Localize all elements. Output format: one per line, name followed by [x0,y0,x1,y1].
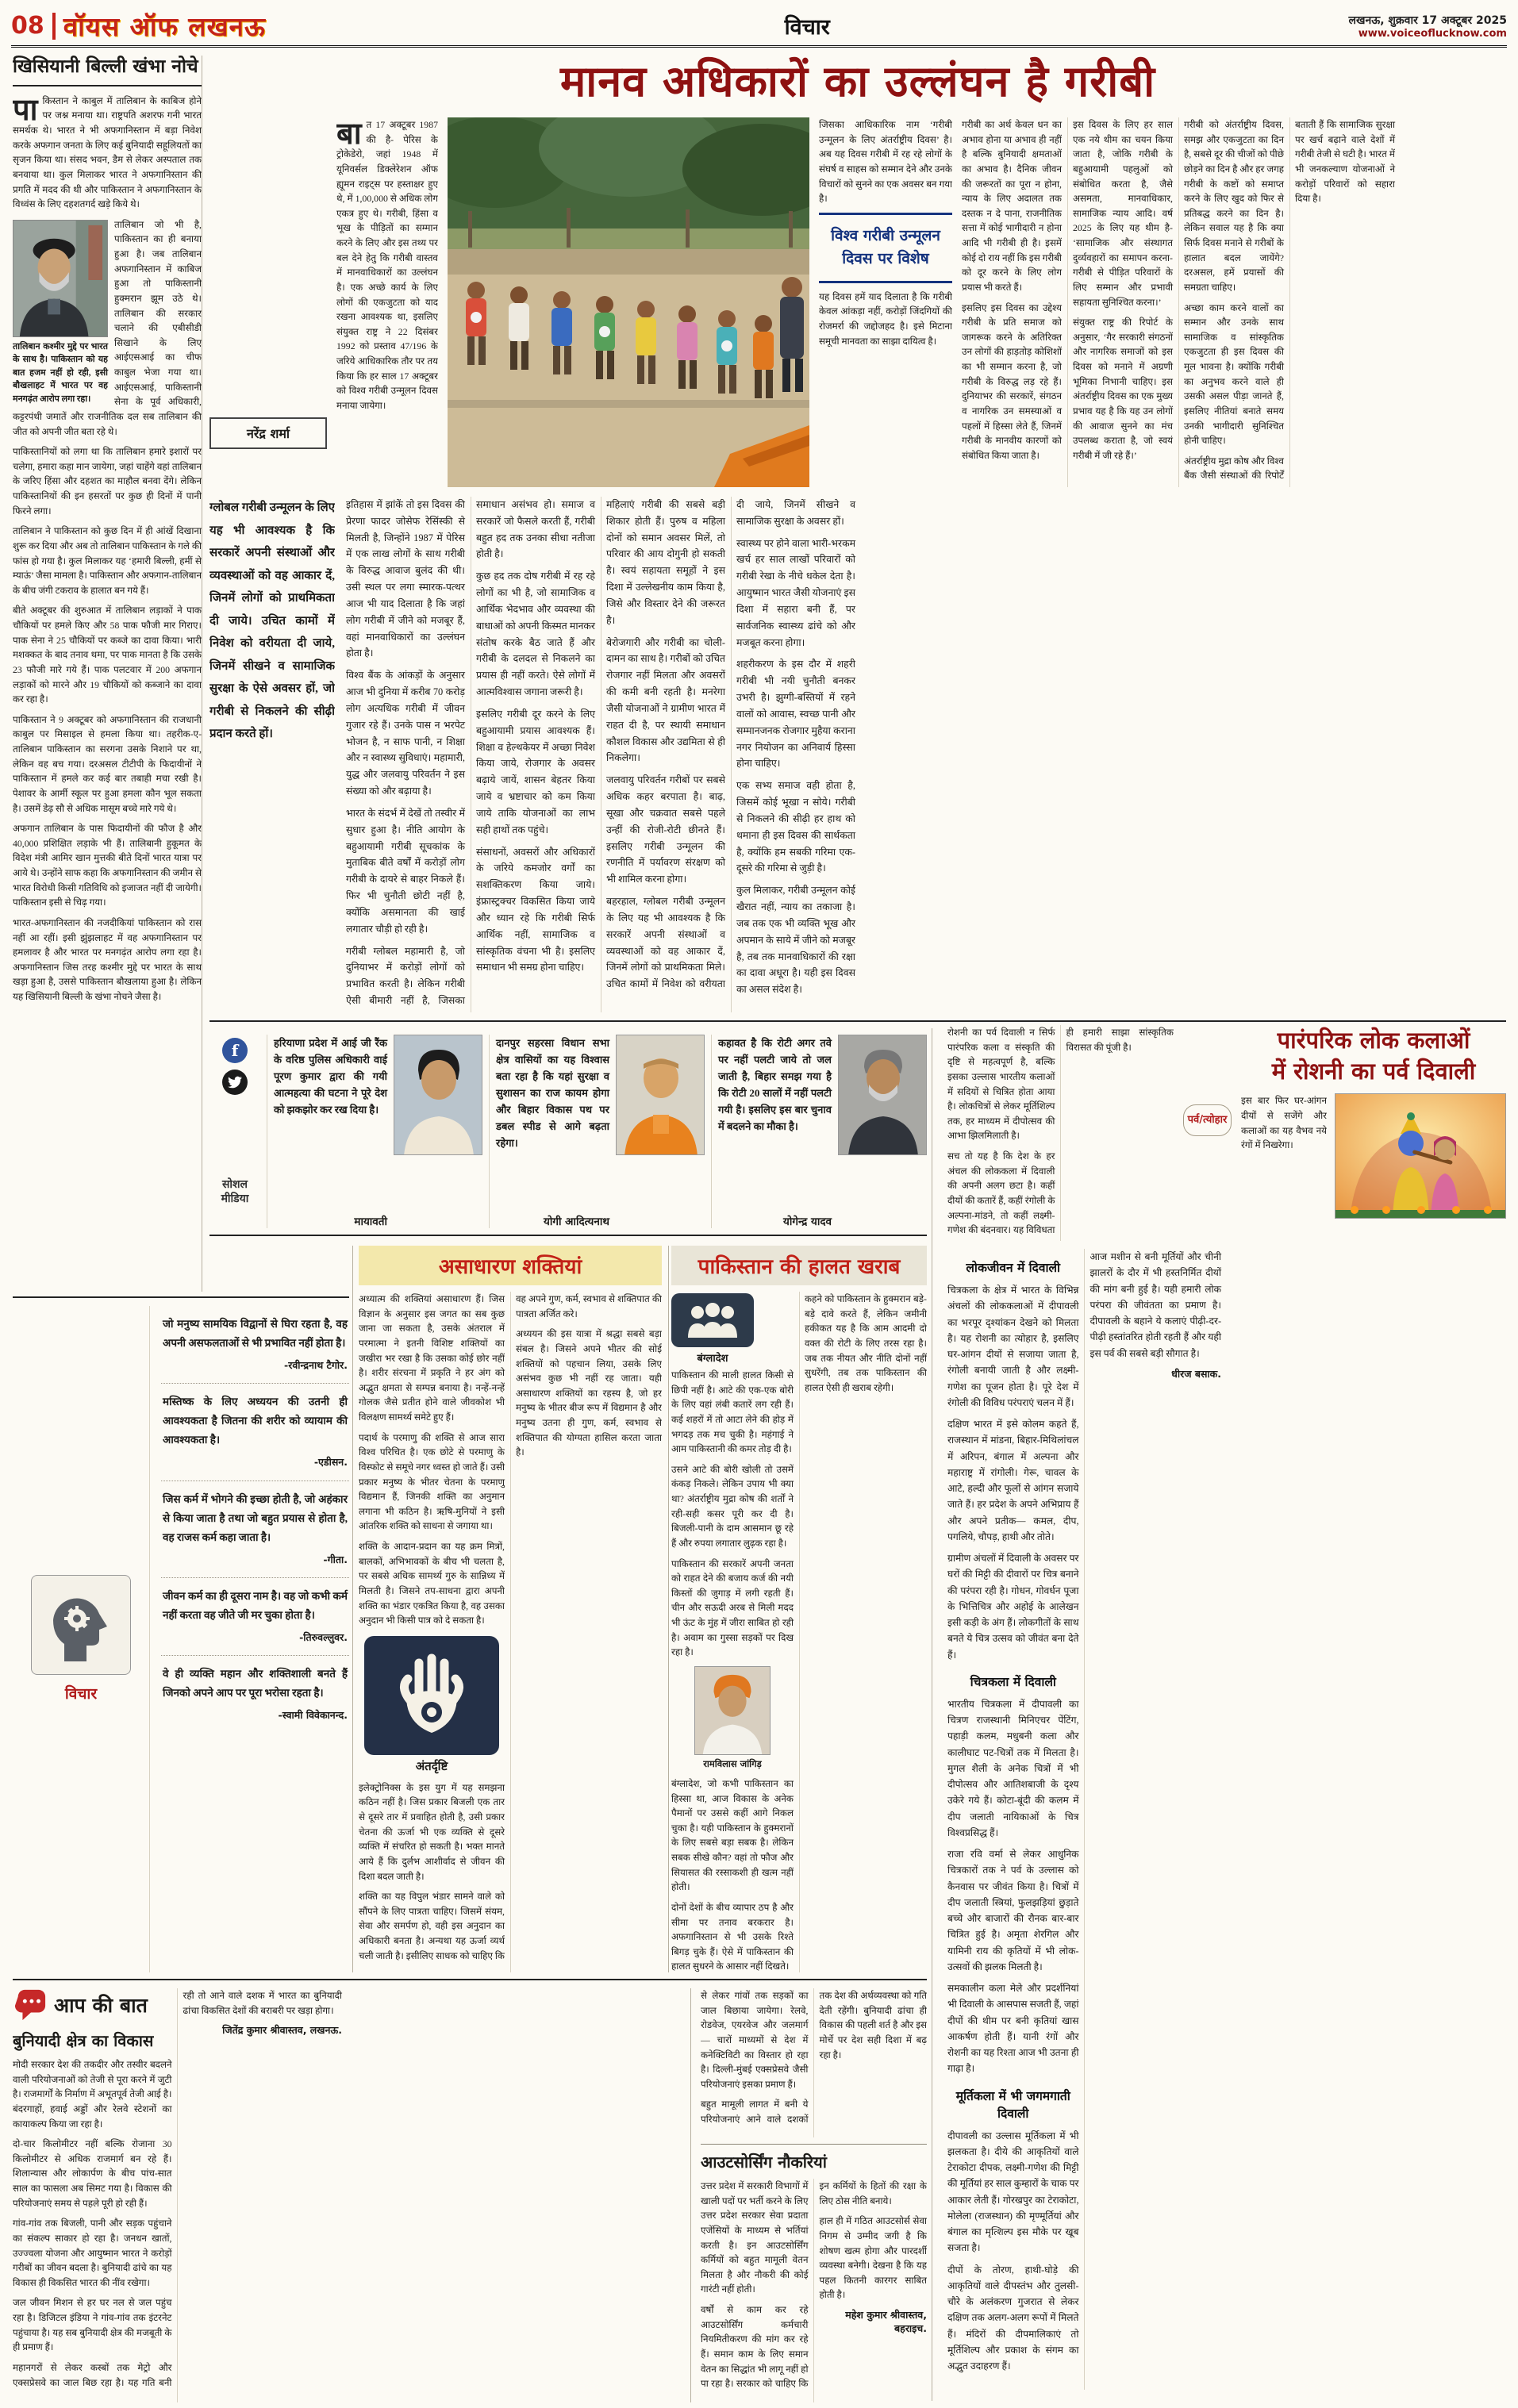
body-paragraph: कुछ हद तक दोष गरीबी में रह रहे लोगों का भी है, जो सामाजिक व आर्थिक भेदभाव और व्यवस्था की बाधाओं को अपनी किस्मत मानकर संतोष करके बैठ जाते हैं और गरीबी के दलदल से निकलने का प्रयास ही नहीं करते। ऐसे लोगों में आत्मविश्वास जगाना जरूरी है। [476,570,595,698]
body-paragraph: भारत-अफगानिस्तान की नजदीकियां पाकिस्तान को रास नहीं आ रहीं। इसी झुंझलाहट में वह अफगानिस्तान पर हमलावर है और भारत पर मनगढ़ंत आरोप लगा रहा है। अफगानिस्तान जिस तरह कश्मीर मुद्दे पर भारत के साथ खड़ा हुआ है, उससे पाकिस्तान बौखलाया हुआ है। लेकिन यह खिसियानी बिल्ली के खंभा नोचने जैसा है। [13,916,202,1002]
photo-caption: तालिबान कश्मीर मुद्दे पर भारत के साथ है। पाकिस्तान को यह बात हजम नहीं हो रही, इसी बौखलाहट में भारत पर वह मनगढ़ंत आरोप लगा रहा। [13,341,108,404]
letters-right-column [690,1988,927,2402]
masthead-date-group [1349,13,1507,40]
photo-yogi-adityanath [616,1035,705,1155]
body-paragraph: आज मशीन से बनी मूर्तियों और चीनी झालरों के दौर में भी हस्तनिर्मित दीयों की मांग बनी हुई है। यही हमारी लोक परंपरा की जीवंतता का प्रमाण है। दीपावली के बहाने ये कलाएं पीढ़ी-दर-पीढ़ी हस्तांतरित होती रहती हैं और यही इस पर्व की सबसे बड़ी सौगात है। [1090,1251,1221,1359]
body-paragraph: इलेक्ट्रोनिक्स के इस युग में यह समझना कठिन नहीं है। जिस प्रकार बिजली एक तार से दूसरे तार में प्रवाहित होती है, उसी प्रकार चेतना की ऊर्जा भी एक व्यक्ति से दूसरे व्यक्ति में संचरित हो सकती है। भक्त मानते आये हैं कि दुर्लभ आशीर्वाद से जीवन की दिशा बदल जाती है। [359,1781,505,1882]
body-paragraph: दक्षिण भारत में इसे कोलम कहते हैं, राजस्थान में मांडना, बिहार-मिथिलांचल में अरिपन, बंगाल में अल्पना और महाराष्ट्र में रांगोली। गेरू, चावल के आटे, हल्दी और फूलों से आंगन सजाये जाते हैं। हर प्रदेश के अपने अभिप्राय हैं और अपने प्रतीक— कमल, दीप, पगलिये, चौपड़, हाथी और तोते। [947,1419,1079,1542]
body-paragraph: संसाधनों, अवसरों और अधिकारों के जरिये कमजोर वर्गों का सशक्तिकरण किया जाये। इंफ्रास्ट्रक्चर विकसित किया जाये और ध्यान रहे कि गरीबी सिर्फ आर्थिक नहीं, सामाजिक व सांस्कृतिक वंचना भी है। इसलिए समाधान भी समग्र होना चाहिए। [476,846,595,974]
article-poverty-main [209,51,1506,1022]
article-title: असाधारण शक्तियां [359,1246,662,1285]
body-paragraph: उसने आटे की बोरी खोली तो उसमें कंकड़ निकले। लेकिन उपाय भी क्या था? अंतर्राष्ट्रीय मुद्रा कोष की शर्तों ने रही-सही कसर पूरी कर दी है। बिजली-पानी के दाम आसमान छू रहे हैं और रुपया लगातार लुढ़क रहा है। [671,1463,794,1549]
quote-item: वे ही व्यक्ति महान और शक्तिशाली बनते हैं जिनको अपने आप पर पूरा भरोसा रहता है। -स्वामी विवेकानन्द. [161,1656,349,1733]
masthead [11,6,1507,48]
bangladesh-label: बंग्लादेश [697,1353,728,1365]
photo-ramvilas-jangid [694,1666,771,1755]
letter-byline: जितेंद्र कुमार श्रीवास्तव, लखनऊ. [222,2024,342,2037]
brand-divider [52,13,56,40]
main-headline: मानव अधिकारों का उल्लंघन है गरीबी [559,56,1156,106]
article-khisiyani-billi [13,56,202,1290]
body-paragraph: इतिहास में झांकें तो इस दिवस की प्रेरणा फादर जोसेफ रेसिंस्की से मिलती है, जिन्होंने 1987 में पेरिस में एक लाख लोगों के साथ गरीबी के विरुद्ध आवाज बुलंद की थी। उसी स्थल पर लगा स्मारक-पत्थर आज भी याद दिलाता है कि जहां लोग गरीबी में जीने को मजबूर हैं, वहां मानवाधिकारों का उल्लंघन होता है। [346,499,465,659]
body-paragraph: दीपों के तोरण, हाथी-घोड़े की आकृतियों वाले दीपस्तंभ और तुलसी-चौरे के अलंकरण गुजरात से लेकर दक्षिण तक अलग-अलग रूपों में मिलते हैं। मंदिरों की दीपमालिकाएं तो मूर्तिशिल्प और प्रकाश के संगम का अद्भुत उदाहरण हैं। [947,2264,1079,2372]
quote-author: -एडीसन. [313,1456,348,1469]
body-paragraph: अध्यात्म की शक्तियां असाधारण हैं। जिस विज्ञान के अनुसार इस जगत का सब कुछ जाना जा सकता है, उसके अंतराल में परमात्मा ने इतनी विशिष्ट शक्तियों का जखीरा भर रखा है कि उसका कोई छोर नहीं है। शरीर संरचना में प्रकृति ने हर अंग को अद्भुत क्षमता से सम्पन्न बनाया है। नन्हें-नन्हें गोलक जैसे प्रतीत होने वाले जीवकोश भी विलक्षण सामर्थ्य समेटे हुए हैं। [359,1293,505,1423]
body-paragraph: उत्तर प्रदेश में सरकारी विभागों में खाली पदों पर भर्ती करने के लिए उत्तर प्रदेश सरकार सेवा प्रदाता एजेंसियों के माध्यम से भर्तियां करती है। इन आउटसोर्सिंग कर्मियों को बहुत मामूली वेतन मिलता है और नौकरी की कोई गारंटी नहीं होती। [701,2180,809,2295]
subheading: लोकजीवन में दिवाली [966,1261,1061,1275]
twitter-bird-icon [222,1070,248,1095]
body-paragraph: महिलाएं गरीबी की सबसे बड़ी शिकार होती हैं। पुरुष व महिला दोनों को समान अवसर मिलें, तो परिवार की आय दोगुनी हो सकती है। स्वयं सहायता समूहों ने इस दिशा में उल्लेखनीय काम किया है, जिसे और विस्तार देने की जरूरत है। [606,499,725,626]
article-byline: धीरज बसाक. [1171,1367,1221,1380]
body-paragraph: सच तो यह है कि देश के हर अंचल की लोककला में दिवाली की अपनी अलग छटा है। कहीं दीयों की कतारें हैं, कहीं रंगोली के अल्पना-मांडने, तो कहीं लक्ष्मी-गणेश की बंदनवार। यह विविधता ही हमारी साझा सांस्कृतिक विरासत की पूंजी है। [947,1027,1174,1236]
social-icons-column [209,1035,260,1228]
article-outsourcing [701,2144,927,2402]
body-paragraph: ग्रामीण अंचलों में दिवाली के अवसर पर घरों की मिट्टी की दीवारों पर चित्र बनाने की परंपरा रही है। गोधन, गोवर्धन पूजा के भित्तिचित्र और अहोई के आलेखन इसी कड़ी के अंग हैं। लोकगीतों के साथ बनते ये चित्र उत्सव को जीवंत बना देते हैं। [947,1553,1079,1661]
author-byline: नरेंद्र शर्मा [209,417,327,449]
article-asadharan-shaktiyan [359,1246,662,1972]
body-paragraph: बहुत मामूली लागत में बनी ये परियोजनाएं आने वाले दशकों तक देश की अर्थव्यवस्था को गति देती रहेंगी। बुनियादी ढांचा ही विकास की पहली शर्त है और इस मोर्चे पर देश सही दिशा में बढ़ रहा है। [701,1990,927,2125]
body-paragraph: तालिबान ने पाकिस्तान को कुछ दिन में ही आंखें दिखाना शुरू कर दिया और अब तो तालिबान पाकिस्तान के गले की फांस हो गया है। कुल मिलाकर यह ‘हमारी बिल्ली, हमीं से म्याऊं’ जैसा मामला है। पाकिस्तान और अफगान-तालिबान के बीच जंगी टकराव के हालात बन गये हैं। [13,525,202,596]
hamsa-hand-icon [364,1636,499,1755]
body-paragraph: जलवायु परिवर्तन गरीबों पर सबसे अधिक कहर बरपाता है। बाढ़, सूखा और चक्रवात सबसे पहले उन्हीं की रोजी-रोटी छीनते हैं। इसलिए गरीबी उन्मूलन की रणनीति में पर्यावरण संरक्षण को भी शामिल करना होगा। [606,774,725,885]
dateline: लखनऊ, शुक्रवार 17 अक्टूबर 2025 [1348,13,1507,27]
article-pakistan-haalat [671,1246,927,1972]
facebook-icon: f [222,1038,248,1063]
quote-item: मस्तिष्क के लिए अध्ययन की उतनी ही आवश्यकता है जितना की शरीर को व्यायाम की आवश्यकता है। -एडीसन. [161,1384,349,1481]
quote-item: जीवन कर्म का ही दूसरा नाम है। वह जो कभी कर्म नहीं करता वह जीते जी मर चुका होता है। -तिरुवल्लुवर. [161,1578,349,1656]
body-paragraph: पाकिस्तान ने 9 अक्टूबर को अफगानिस्तान की राजधानी काबुल पर मिसाइल से हमला किया था। तहरीक-ए-तालिबान पाकिस्तान का सरगना उसके निशाने पर था, लेकिन वह बच गया। दरअसल टीटीपी के फिदायीनों ने पाकिस्तान में हमले कर कई बार तबाही मचा रखी है। पेशावर के आर्मी स्कूल पर हुआ हमला कौन भूल सकता है। उसमें डेढ़ सौ से अधिक मासूम बच्चे मारे गये थे। [13,713,202,814]
subheading: मूर्तिकला में भी जगमगाती दिवाली [955,2088,1070,2121]
children-queue-photo [448,117,809,487]
body-paragraph: दीपावली का उल्लास मूर्तिकला में भी झलकता है। दीये की आकृतियों वाले टेराकोटा दीपक, लक्ष्मी-गणेश की मिट्टी की मूर्तियां हर साल कुम्हारों के चाक पर आकार लेती हैं। गोरखपुर का टेराकोटा, मोलेला (राजस्थान) की मृण्मूर्तियां और बंगाल का मृत्शिल्प इस मौके पर खूब सजता है। [947,2130,1079,2254]
quote-author: -गीता. [323,1553,348,1565]
quote-text-block [496,1035,609,1228]
body-paragraph: एक सभ्य समाज वही होता है, जिसमें कोई भूखा न सोये। गरीबी से निकलने की सीढ़ी हर हाथ को थमाना ही इस दिवस की सार्थकता है, क्योंकि हम सबकी गरिमा एक-दूसरे की गरिमा से जुड़ी है। [736,780,855,874]
taliban-photo-block [13,220,108,406]
thinker-head-icon [31,1575,131,1675]
body-paragraph: जिसका आधिकारिक नाम ‘गरीबी उन्मूलन के लिए अंतर्राष्ट्रीय दिवस’ है। अब यह दिवस गरीबी में रह रहे लोगों के संघर्ष व साहस को सम्मान देने और उनके विचारों को सुनने का एक अवसर बन गया है। [819,119,952,205]
social-quote-block [267,1035,482,1228]
article-body [359,1292,662,1972]
photo-yogendra-yadav [838,1035,927,1155]
letter-title: बुनियादी क्षेत्र का विकास [13,2031,154,2050]
quote-author: योगी आदित्यनाथ [544,1216,609,1228]
body-paragraph: रोशनी का पर्व दिवाली न सिर्फ पारंपरिक कला व संस्कृति की दृष्टि से महत्वपूर्ण है, बल्कि इसका उल्लास भारतीय कलाओं में सदियों से चित्रित होता आया है। लोकचित्रों से लेकर मूर्तिशिल्प तक, हर माध्यम में दीपोत्सव की आभा झिलमिलाती है। [947,1027,1055,1142]
body-paragraph: समकालीन कला मेले और प्रदर्शनियां भी दिवाली के आसपास सजती हैं, जहां दीपों की थीम पर बनी कृतियां खास आकर्षण होती हैं। यानी रंगों और रोशनी का यह रिश्ता आज भी उतना ही गाढ़ा है। [947,1983,1079,2075]
body-paragraph: गरीबी ग्लोबल महामारी है, जो दुनियाभर में करोड़ों लोगों को प्रभावित करती है। लेकिन गरीबी ऐसी बीमारी नहीं है, जिसका समाधान असंभव हो। समाज व सरकारें जो फैसले करती हैं, गरीबी बहुत हद तक उनका सीधा नतीजा होती है। [346,499,595,1007]
body-paragraph: हाल ही में गठित आउटसोर्स सेवा निगम से उम्मीद जगी है कि शोषण खत्म होगा और पारदर्शी व्यवस्था बनेगी। देखना है कि यह पहल कितनी कारगर साबित होती है। [819,2215,927,2301]
social-media-band [209,1028,927,1236]
body-paragraph: कुल मिलाकर, गरीबी उन्मूलन कोई खैरात नहीं, न्याय का तकाजा है। जब तक एक भी व्यक्ति भूख और अपमान के साये में जीने को मजबूर है, तब तक मानवाधिकारों की रक्षा का दावा अधूरा है। यही इस दिवस का असल संदेश है। [736,885,855,996]
body-paragraph: पाकिस्तान की माली हालत किसी से छिपी नहीं है। आटे की एक-एक बोरी के लिए वहां लंबी कतारें लग रही हैं। कई शहरों में तो आटा लेने की होड़ में भगदड़ तक मच चुकी है। महंगाई ने आम पाकिस्तानी की कमर तोड़ दी है। [671,1369,794,1455]
quote-author: -रवीन्द्रनाथ टैगोर. [284,1359,348,1372]
body-paragraph: शक्ति का यह विपुल भंडार सामने वाले को सौंपने के लिए पात्रता चाहिए। जिसमें संयम, सेवा और समर्पण हो, वही इस अनुदान का अधिकारी बनता है। अन्यथा यह ऊर्जा व्यर्थ चली जाती है। इसीलिए साधक को चाहिए कि वह अपने गुण, कर्म, स्वभाव से शक्तिपात की पात्रता अर्जित करे। [359,1293,662,1961]
diwali-intro-columns [947,1025,1174,1241]
children-queue-photo-image [448,117,809,487]
body-paragraph: स्वास्थ्य पर होने वाला भारी-भरकम खर्च हर साल लाखों परिवारों को गरीबी रेखा के नीचे धकेल देता है। आयुष्मान भारत जैसी योजनाएं इस दिशा में सहारा बनी हैं, पर सार्वजनिक स्वास्थ्य ढांचे को और मजबूत करना होगा। [736,537,855,648]
body-paragraph: बेरोजगारी और गरीबी का चोली-दामन का साथ है। गरीबों को उचित रोजगार नहीं मिलता और अवसरों की कमी बनी रहती है। मनरेगा जैसी योजनाओं ने ग्रामीण भारत में राहत दी है, पर स्थायी समाधान कौशल विकास और उद्यमिता से ही निकलेगा। [606,636,725,764]
festival-label: पर्व/त्योहार [1183,1104,1232,1136]
lead-paragraph: पाकिस्तान ने काबुल में तालिबान के काबिज होने पर जश्न मनाया था। राष्ट्रपति अशरफ गनी भारत समर्थक थे। भारत ने भी अफगानिस्तान में बड़ा निवेश करके अफगान जनता के लिए कई बुनियादी सहूलियतों का सृजन किया था। संसद भवन, डैम से लेकर अस्पताल तक बनवाया था। कुल मिलाकर भारत ने अफगानिस्तान की प्रगति में मदद की थी और पाकिस्तान ने अफगानिस्तान के विध्वंस के लिए दहशतगर्द खड़े किये थे। [13,91,202,210]
quote-text: दानपुर सहरसा विधान सभा क्षेत्र वासियों का यह विश्वास बता रहा है कि यहां सुरक्षा व सुशासन का राज कायम होगा और बिहार विकास पथ पर डबल स्पीड से आगे बढ़ता रहेगा। [496,1037,609,1150]
body-paragraph: मोदी सरकार देश की तकदीर और तस्वीर बदलने वाली परियोजनाओं को तेजी से पूरा करने में जुटी है। राजमार्गों के निर्माण में अभूतपूर्व तेजी आई है। बंदरगाहों, हवाई अड्डों और रेलवे स्टेशनों का कायाकल्प किया जा रहा है। [13,2059,172,2130]
diwali-media-row [1241,1093,1506,1241]
quote-item: जो मनुष्य सामयिक विद्वानों से घिरा रहता है, वह अपनी असफलताओं से भी प्रभावित नहीं होता है। -रवीन्द्रनाथ टैगोर. [161,1306,349,1384]
quote-text: कहावत है कि रोटी अगर तवे पर नहीं पलटी जाये तो जल जाती है, बिहार समझ गया है कि रोटी 20 सालों में नहीं पलटी गयी है। इसलिए इस बार चुनाव में बदलने का मौका है। [718,1037,832,1133]
website-url: www.voiceoflucknow.com [1358,27,1507,40]
social-media-label: सोशल मीडिया [221,1177,249,1205]
body-paragraph: शक्ति के आदान-प्रदान का यह क्रम मित्रों, बालकों, अभिभावकों के बीच भी चलता है, पर सबसे अधिक सामर्थ्य गुरु के सान्निध्य में मिलती है। जिसने तप-साधना द्वारा अपनी शक्ति का भंडार एकत्रित किया है, वह उसका अनुदान भी किसी पात्र को दे सकता है। [359,1541,505,1626]
drop-cap: बा [336,117,362,151]
body-paragraph: अंतर्राष्ट्रीय मुद्रा कोष और विश्व बैंक जैसी संस्थाओं की रिपोर्टें बताती हैं कि सामाजिक सुरक्षा पर खर्च बढ़ाने वाले देशों में गरीबी तेजी से घटी है। भारत में भी जनकल्याण योजनाओं ने करोड़ों परिवारों को सहारा दिया है। [1184,119,1395,482]
speech-bubble-icon [13,1988,48,2022]
quote-text: हरियाणा प्रदेश में आई जी रैंक के वरिष्ठ पुलिस अधिकारी वाई पूरण कुमार द्वारा की गयी आत्महत्या की घटना ने पूरे देश को झकझोर कर रख दिया है। [274,1037,387,1116]
body-paragraph: विश्व बैंक के आंकड़ों के अनुसार आज भी दुनिया में करीब 70 करोड़ लोग अत्यधिक गरीबी में जीवन गुजार रहे हैं। उनके पास न भरपेट भोजन है, न साफ पानी, न शिक्षा और न स्वास्थ्य सुविधाएं। महामारी, युद्ध और जलवायु परिवर्तन ने इस संख्या को और बढ़ाया है। [346,670,465,797]
subheading: चित्रकला में दिवाली [970,1674,1056,1689]
byline-column [209,117,327,487]
letters-band [13,1979,927,2402]
side-note-column [1241,1093,1327,1241]
lead-column [336,117,438,487]
body-paragraph: यह दिवस हमें याद दिलाता है कि गरीबी केवल आंकड़ा नहीं, करोड़ों जिंदगियों की रोजमर्रा की जद्दोजहद है। इसे मिटाना समूची मानवता का साझा दायित्व है। [819,290,952,347]
letter-byline: महेश कुमार श्रीवास्तव, बहराइच. [845,2309,927,2334]
quote-text-block [274,1035,387,1228]
body-paragraph: बीते अक्टूबर की शुरुआत में तालिबान लड़ाकों ने पाक चौकियों पर हमले किए और 58 पाक फौजी मार गिराए। पाक सेना ने 25 चौकियों पर कब्जे का दावा किया। भारी मशक्कत के बाद तनाव थमा, पर पाक मानता है कि उसके 23 फौजी मारे गये हैं। पाक पलटवार में 200 अफगान लड़ाकों को मारने और 19 चौकियों को कब्जाने का दावा कर रहा है। [13,605,202,705]
body-paragraph: गरीबी का अर्थ केवल धन का अभाव होना या अभाव ही नहीं है बल्कि बुनियादी क्षमताओं का अभाव है। दैनिक जीवन की जरूरतों का पूरा न होना, न्याय के लिए अदालत तक दस्तक न दे पाना, राजनीतिक सत्ता में कोई भागीदारी न होना आदि भी गरीबी ही है। इसमें कोई दो राय नहीं कि इस गरीबी को दूर करने के लिए लोग प्रयास भी करते हैं। [962,119,1062,293]
main-article-top-band [209,117,1506,487]
drop-cap: पा [13,91,38,127]
body-paragraph: राजा रवि वर्मा से लेकर आधुनिक चित्रकारों तक ने पर्व के उल्लास को कैनवास पर जीवंत किया है। चित्रों में दीप जलाती स्त्रियां, फुलझड़ियां छुड़ाते बच्चे और बाजारों की रौनक बार-बार चित्रित हुई है। अमृता शेरगिल और यामिनी राय की कृतियों में भी लोक-उत्सवों की झलक मिलती है। [947,1849,1079,1972]
photo-mayawati [394,1035,482,1155]
body-paragraph: कहने को पाकिस्तान के हुक्मरान बड़े-बड़े दावे करते हैं, लेकिन जमीनी हकीकत यह है कि आम आदमी दो वक्त की रोटी के लिए तरस रहा है। जब तक नीयत और नीति दोनों नहीं सुधरेंगी, तब तक पाकिस्तान की हालत ऐसी ही खराब रहेगी। [805,1293,927,1393]
body-paragraph: जल जीवन मिशन से हर घर नल से जल पहुंच रहा है। डिजिटल इंडिया ने गांव-गांव तक इंटरनेट पहुंचाया है। यह सब बुनियादी क्षेत्र की मजबूती के ही प्रमाण हैं। [13,2297,172,2353]
antardrishti-label: अंतर्दृष्टि [415,1758,448,1773]
body-paragraph: दोनों देशों के बीच व्यापार ठप है और सीमा पर तनाव बरकरार है। अफगानिस्तान से भी उसके रिश्ते बिगड़ चुके हैं। ऐसे में पाकिस्तान की हालत सुधरने के आसार नहीं दिखते। [671,1901,794,1972]
body-paragraph: अध्ययन की इस यात्रा में श्रद्धा सबसे बड़ा संबल है। जिसने अपने भीतर की सोई शक्तियों को पहचान लिया, उसके लिए असंभव कुछ भी नहीं रह जाता। यही असाधारण शक्तियों का रहस्य है, जो हर मनुष्य के भीतर बीज रूप में विद्यमान है और मनुष्य उतना ही गुण, कर्म, स्वभाव से शक्तिपात की योग्यता हासिल करता जाता है। [516,1328,662,1458]
column-divider [668,1246,669,1972]
highlighted-intro: ग्लोबल गरीबी उन्मूलन के लिए यह भी आवश्यक है कि सरकारें अपनी संस्थाओं और व्यवस्थाओं को वह आकार दें, जिनमें लोगों को प्राथमिकता दी जाये। उचित कामों में निवेश को वरीयता दी जाये, जिनमें सीखने व सामाजिक सुरक्षा के ऐसे अवसर हों, जो गरीबी से निकलने की सीढ़ी प्रदान करते हों। [209,501,335,740]
quote-author: योगेन्द्र यादव [783,1216,832,1228]
body-paragraph: इसलिए गरीबी दूर करने के लिए बहुआयामी प्रयास आवश्यक हैं। शिक्षा व हेल्थकेयर में अच्छा निवेश किया जाये, रोजगार के अवसर बढ़ाये जायें, शासन बेहतर किया जाये व भ्रष्टाचार को कम किया जाये ताकि योजनाओं का लाभ सही हाथों तक पहुंचे। [476,708,595,835]
page-number: 08 [11,12,44,40]
letter-title: आउटसोर्सिंग नौकरियां [701,2153,827,2172]
krishna-folk-art-image [1335,1093,1506,1219]
vichar-quotes-list [149,1306,349,1972]
body-paragraph: इस बार फिर घर-आंगन दीयों से सजेंगे और कलाओं का यह वैभव नये रंगों में निखरेगा। [1241,1095,1327,1151]
aap-ki-baat-header [13,1988,172,2022]
quote-author: -स्वामी विवेकानन्द. [278,1709,348,1722]
main-article-columns-right [962,117,1506,487]
aap-ki-baat-label: आप की बात [54,1994,148,2017]
quote-author: -तिरुवल्लुवर. [299,1630,348,1643]
main-article-bottom-band [209,497,1506,1012]
article-diwali-folk-arts [936,1025,1506,2401]
body-paragraph: पाकिस्तान की सरकारें अपनी जनता को राहत देने की बजाय कर्ज की नयी किस्तों की जुगाड़ में लगी रहती हैं। चीन और सऊदी अरब से मिली मदद भी ऊंट के मुंह में जीरा साबित हो रही है। अवाम का गुस्सा सड़कों पर दिख रहा है। [671,1557,794,1658]
body-paragraph: संयुक्त राष्ट्र की रिपोर्ट के अनुसार, ‘गैर सरकारी संगठनों और नागरिक समाजों को इस दिवस को मनाने में अग्रणी भूमिका निभानी चाहिए। इस अंतर्राष्ट्रीय दिवस का एक मुख्य प्रभाव यह है कि यह उन लोगों की आवाज सुनने का मंच उपलब्ध कराता है, जो स्वयं गरीबी में जी रहे हैं।’ [1073,317,1173,461]
lead-paragraph: बात 17 अक्टूबर 1987 की है- पेरिस के ट्रोकेडेरो, जहां 1948 में यूनिवर्सल डिक्लेरेशन ऑफ ह्यूमन राइट्स पर हस्ताक्षर हुए थे, में 1,00,000 से अधिक लोग एकत्र हुए थे। गरीबी, हिंसा व भूख के पीड़ितों का सम्मान करने के लिए और इस तथ्य पर बल देने हेतु कि गरीबी वास्तव में मानवाधिकारों का उल्लंघन है। एक अच्छे कार्य के लिए लोगों की एकजुटता को याद रखना आवश्यक था, इसलिए संयुक्त राष्ट्र ने 22 दिसंबर 1992 को प्रस्ताव 47/196 के जरिये आधिकारिक तौर पर तय किया कि हर साल 17 अक्टूबर को विश्व गरीबी उन्मूलन दिवस मनाया जायेगा। [336,117,438,411]
body-paragraph: बंग्लादेश, जो कभी पाकिस्तान का हिस्सा था, आज विकास के अनेक पैमानों पर उससे कहीं आगे निकल चुका है। यही पाकिस्तान के हुक्मरानों के लिए सबसे बड़ा सबक है। लेकिन सबक सीखे कौन? वहां तो फौज और सियासत की रस्साकशी ही खत्म नहीं होती। [671,1777,794,1893]
author-name: रामविलास जांगिड़ [703,1757,762,1769]
article-title: पाकिस्तान की हालत खराब [671,1246,927,1285]
body-paragraph: महानगरों से लेकर कस्बों तक मेट्रो और एक्सप्रेसवे का जाल बिछ रहा है। यह गति बनी रही तो आने वाले दशक में भारत का बुनियादी ढांचा विकसित देशों की बराबरी पर खड़ा होगा। [13,1990,342,2388]
pull-quote-column [819,117,952,487]
body-paragraph: भारतीय चित्रकला में दीपावली का चित्रण राजस्थानी मिनिएचर पेंटिंग, पहाड़ी कलम, मधुबनी कला और कालीघाट पट-चित्रों तक में मिलता है। मुगल शैली के अनेक चित्रों में भी दीपोत्सव और आतिशबाजी के दृश्य उकेरे गये हैं। कोटा-बूंदी की कलम में दीप जलाती नायिकाओं के चित्र विश्वप्रसिद्ध हैं। [947,1698,1079,1838]
body-paragraph: इसलिए इस दिवस का उद्देश्य गरीबी के प्रति समाज को जागरूक करने के अतिरिक्त उन लोगों की हाड़तोड़ कोशिशों का भी सम्मान करना है, जो गरीबी के विरुद्ध लड़ रहे हैं। दुनियाभर की सरकारें, संगठन व नागरिक उन समस्याओं व पहलों में हिस्सा लेते हैं, जिनमें गरीबी के मानवीय कारणों को संबोधित किया जाता है। [962,301,1062,461]
quote-text-block [718,1035,832,1228]
body-paragraph: दो-चार किलोमीटर नहीं बल्कि रोजाना 30 किलोमीटर से अधिक राजमार्ग बन रहे हैं। शिलान्यास और लोकार्पण के बीच पांच-सात साल का फासला अब सिमट गया है। विकास की परियोजनाएं समय से पहले पूरी हो रही हैं। [13,2138,172,2209]
column-divider [352,1246,353,1972]
body-paragraph: चित्रकला के क्षेत्र में भारत के विभिन्न अंचलों की लोककलाओं में दीपावली का भरपूर दृश्यांकन देखने को मिलता है। यह रोशनी का त्योहार है, इसलिए घर-आंगन दीयों से सजाया जाता है, रंगोली बनायी जाती है और लक्ष्मी-गणेश का पूजन होता है। पूरे देश में रंगोली की विविध परंपराएं चलन में हैं। [947,1285,1079,1408]
diwali-body-columns [947,1249,1506,2390]
body-paragraph: वर्षों से काम कर रहे आउटसोर्सिंग कर्मचारी नियमितीकरण की मांग कर रहे हैं। समान काम के लिए समान वेतन का सिद्धांत भी लागू नहीं हो पा रहा है। सरकार को चाहिए कि इन कर्मियों के हितों की रक्षा के लिए ठोस नीति बनाये। [701,2180,927,2390]
people-icon [671,1293,754,1347]
masthead-brand-group [11,8,266,44]
body-paragraph: तालिबान जो भी है, पाकिस्तान का ही बनाया हुआ है। जब तालिबान अफगानिस्तान में काबिज हुआ तो पाकिस्तानी हुक्मरान झूम उठे थे। तालिबान की सरकार चलाने की एबीसीडी सिखाने के लिए आईएसआई का चीफ काबुल भेजा गया था। आईएसआई, पाकिस्तानी सेना के पूर्व अधिकारी, कट्टरपंथी जमातें और राजनीतिक दल सब तालिबान की जीत को अपनी जीत बता रहे थे। [13,218,202,437]
social-quote-block [711,1035,927,1228]
body-paragraph: भारत के संदर्भ में देखें तो तस्वीर में सुधार हुआ है। नीति आयोग के बहुआयामी गरीबी सूचकांक के मुताबिक बीते वर्षों में करोड़ों लोग गरीबी के दायरे से बाहर निकले हैं। फिर भी चुनौती छोटी नहीं है, क्योंकि असमानता की खाई लगातार चौड़ी हो रही है। [346,807,465,935]
vichar-icon-column [13,1306,149,1972]
vichar-label: विचार [64,1685,98,1703]
highlighted-intro-column [209,497,335,1012]
body-paragraph: शहरीकरण के इस दौर में शहरी गरीबी भी नयी चुनौती बनकर उभरी है। झुग्गी-बस्तियों में रहने वालों को आवास, स्वच्छ पानी और सम्मानजनक रोजगार मुहैया कराना नगर नियोजन का अनिवार्य हिस्सा होना चाहिए। [736,659,855,770]
article-aap-ki-baat [13,1988,690,2402]
taliban-leader-photo [13,220,108,337]
article-body [701,2179,927,2402]
special-day-pull-quote: विश्व गरीबी उन्मूलन दिवस पर विशेष [819,213,952,283]
body-paragraph: पदार्थ के परमाणु की शक्ति से आज सारा विश्व परिचित है। एक छोटे से परमाणु के विस्फोट से समूचे नगर ध्वस्त हो जाते हैं। उसी प्रकार मनुष्य के भीतर चेतना के परमाणु विद्यमान हैं, जिनकी शक्ति का अनुमान लगाना भी कठिन है। ऋषि-मुनियों ने इसी आंतरिक शक्ति को साधना से जगाया था। [359,1431,505,1532]
article-body [671,1292,927,1972]
section-label: विचार [784,15,830,40]
vichar-quotes-section [13,1296,349,1972]
body-paragraph: से लेकर गांवों तक सड़कों का जाल बिछाया जायेगा। रेलवे, रोडवेज, एयरवेज और जलमार्ग— चारों माध्यमों से देश में कनेक्टिविटी का विस्तार हो रहा है। दिल्ली-मुंबई एक्सप्रेसवे जैसी परियोजनाएं इसका प्रमाण हैं। [701,1990,809,2090]
letter-continuation [701,1988,927,2137]
body-paragraph: इस दिवस के लिए हर साल एक नये थीम का चयन किया जाता है, जोकि गरीबी के बहुआयामी पहलुओं को संबोधित करता है, जैसे असमता, मानवाधिकार, सामाजिक न्याय आदि। वर्ष 2025 के लिए यह थीम है- ‘सामाजिक और संस्थागत दुर्व्यवहारों का समापन करना- गरीबी से पीड़ित परिवारों के लिए सम्मान और प्रभावी सहायता सुनिश्चित करना।’ [1073,119,1173,308]
main-article-body-columns [346,497,1506,1012]
bangladesh-icon-block [671,1293,754,1365]
body-paragraph: बहरहाल, ग्लोबल गरीबी उन्मूलन के लिए यह भी आवश्यक है कि सरकारें अपनी संस्थाओं व व्यवस्थाओं को वह आकार दें, जिनमें लोगों को प्राथमिकता मिले। उचित कामों में निवेश को वरीयता दी जाये, जिनमें सीखने व सामाजिक सुरक्षा के अवसर हों। [606,499,855,990]
author-photo-card [691,1666,774,1770]
brand-title: वॉयस ऑफ लखनऊ [63,11,266,42]
quote-author: मायावती [354,1216,387,1228]
diwali-header [947,1025,1506,1241]
diwali-title-block [1241,1025,1506,1241]
quote-item: जिस कर्म में भोगने की इच्छा होती है, जो अहंकार से किया जाता है तथा जो बहुत प्रयास से होता है, वह राजस कर्म कहा जाता है। -गीता. [161,1481,349,1578]
body-paragraph: अफगान तालिबान के पास फिदायीनों की फौज है और 40,000 प्रशिक्षित लड़ाके भी हैं। तालिबानी हुकूमत के विदेश मंत्री आमिर खान मुत्तकी बीते दिनों भारत यात्रा पर आये थे। उन्होंने साफ कहा कि अफगानिस्तान की जमीन से भारत विरोधी किसी गतिविधि को इजाजत नहीं दी जायेगी। पाकिस्तान इसी से चिढ़ गया। [13,823,202,908]
article-title: खिसियानी बिल्ली खंभा नोचे [13,56,202,86]
body-paragraph: अच्छा काम करने वालों का सम्मान और उनके साथ सामाजिक व सांस्कृतिक एकजुटता ही इस दिवस की मूल भावना है। क्योंकि गरीबी का अनुभव करने वाले ही उसकी असल पीड़ा जानते हैं, इसलिए नीतियां बनाते समय उनकी भागीदारी सुनिश्चित होनी चाहिए। [1184,301,1284,447]
body-paragraph: पाकिस्तानियों को लगा था कि तालिबान हमारे इशारों पर चलेगा, हमारा कहा मान जायेगा, जहां चाहेंगे वहां तालिबान के जरिए हिंसा और दहशत का माहौल बनवा देंगे। लेकिन पाकिस्तानियों की इन हसरतों पर कुछ ही दिनों में पानी फिरने लगा। [13,446,202,517]
body-paragraph: गांव-गांव तक बिजली, पानी और सड़क पहुंचाने का संकल्प साकार हो रहा है। जनधन खातों, उज्ज्वला योजना और आयुष्मान भारत ने करोड़ों गरीबों का जीवन बदला है। बुनियादी ढांचे का यह विकास ही विकसित भारत की नींव रखेगा। [13,2218,172,2288]
article-title: पारंपरिक लोक कलाओं में रोशनी का पर्व दिवाली [1271,1027,1476,1085]
social-quote-block [489,1035,705,1228]
body-paragraph: गरीबी को अंतर्राष्ट्रीय दिवस, समझ और एकजुटता का दिन है, सबसे दूर की चीजों को पीछे छोड़ने का दिन है और हर जगह गरीबी के कष्टों को समाप्त करने के लिए खुद को फिर से प्रतिबद्ध करने का दिन है। लेकिन सवाल यह है कि क्या सिर्फ दिवस मनाने से गरीबों के हालात बदल जायेंगे? दरअसल, हमें प्रयासों की समग्रता चाहिए। [1184,119,1284,293]
